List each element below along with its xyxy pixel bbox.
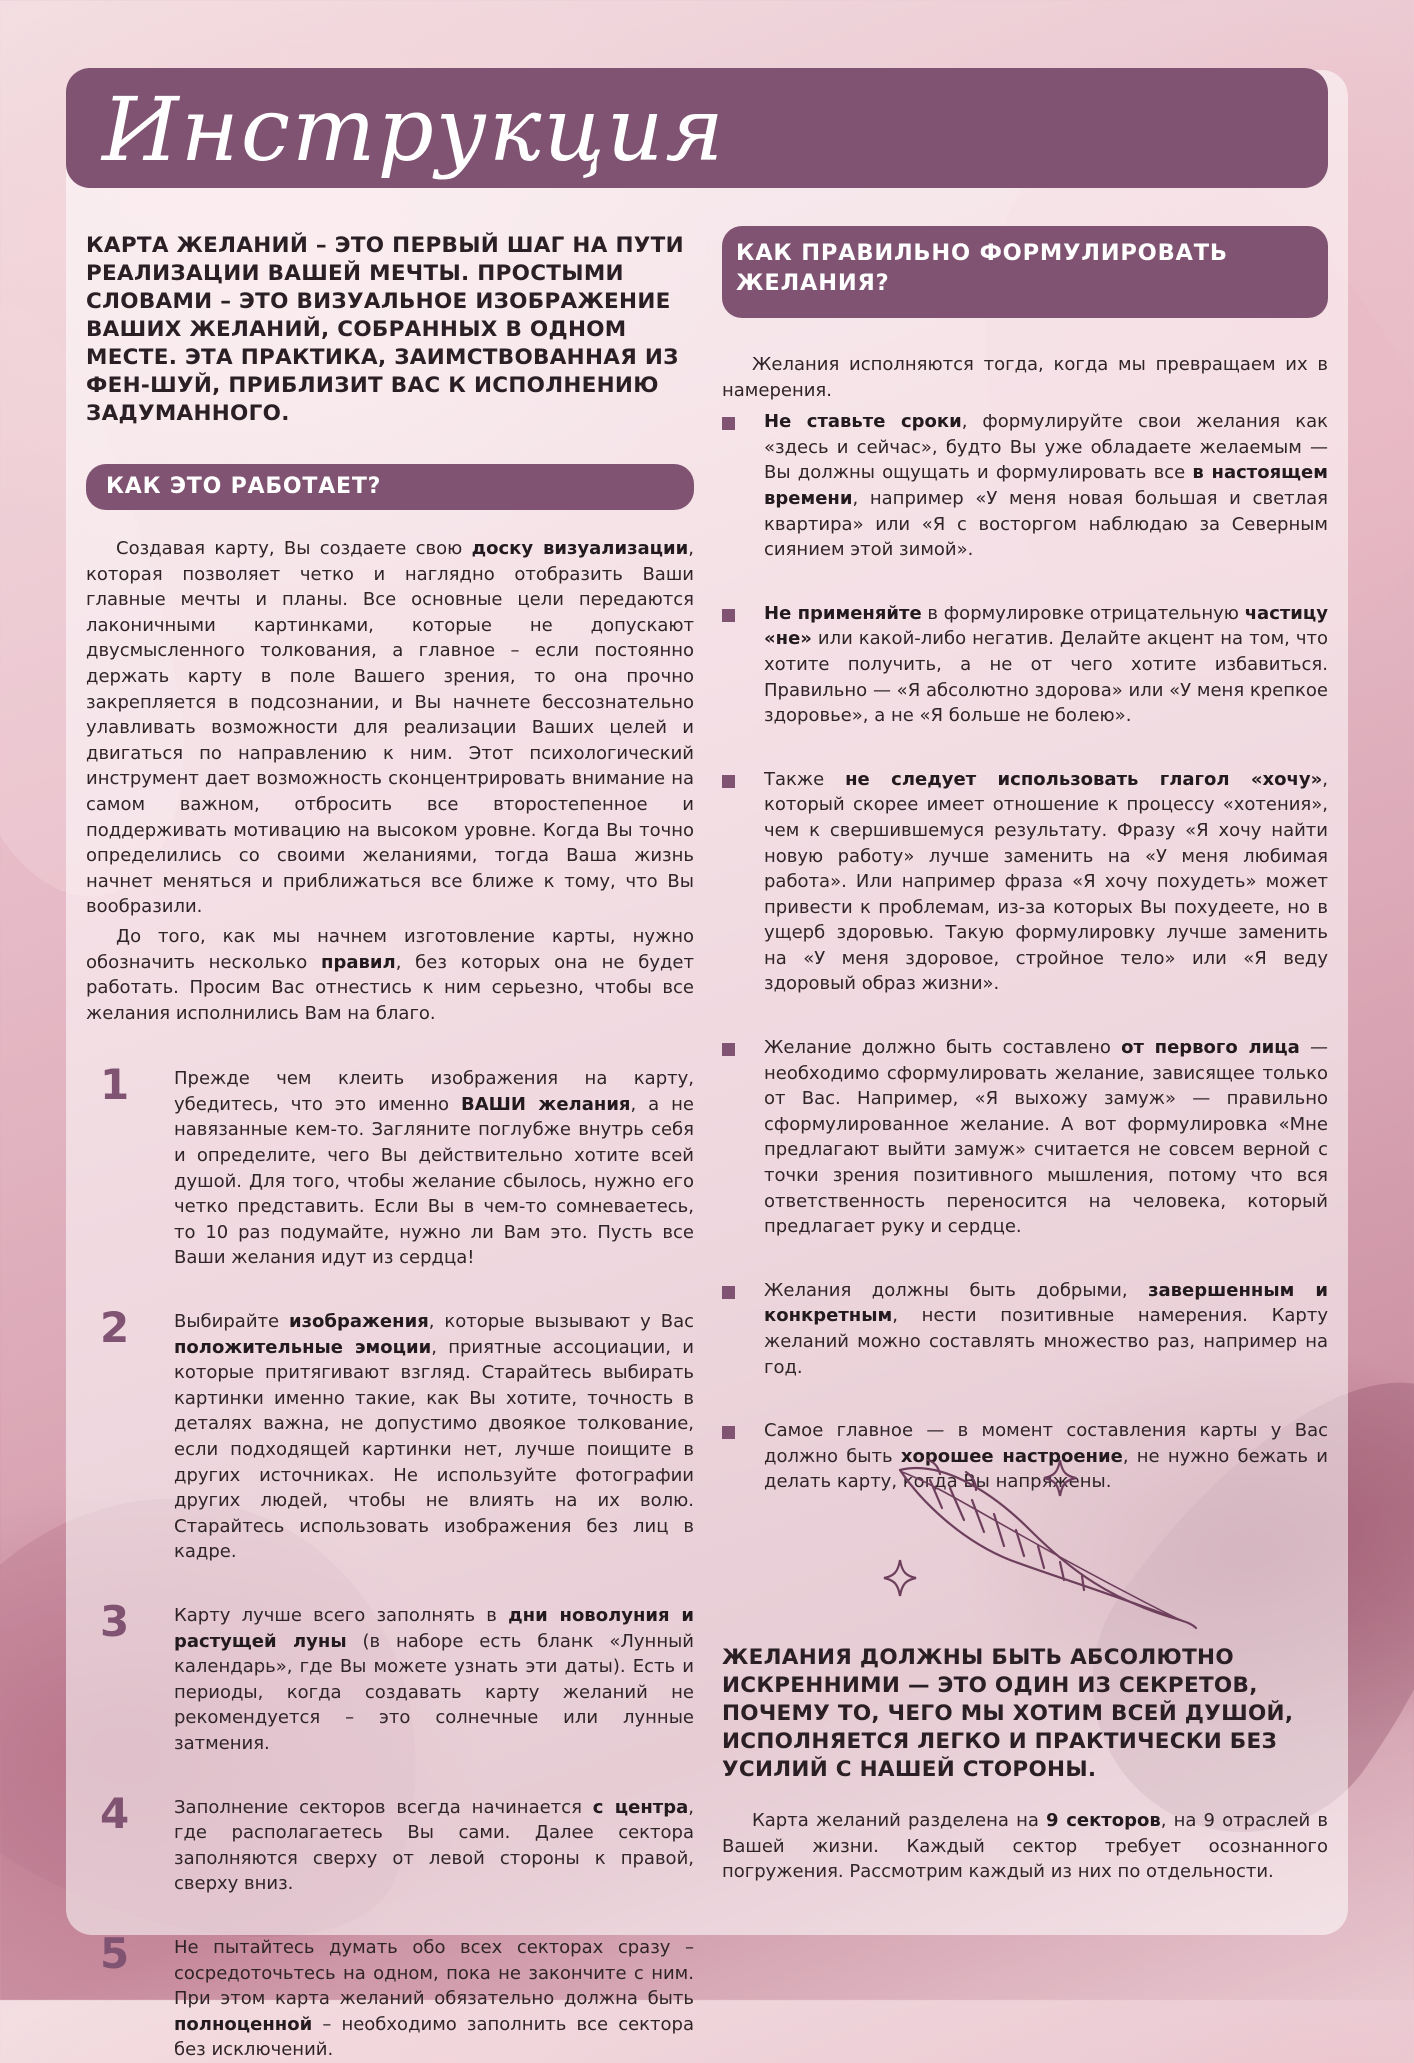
text-run: , которая позволяет четко и наглядно отобразить Ваши главные мечты и планы. Все основные цели передаются лаконичными картинками, которые не допускают двусмысленного толкования, а главное – если постоянно держать карту в поле Вашего зрения, то она прочно закрепляется в подсознании, и Вы начнете бессознательно улавливать возможности для реализации Ваших целей и двигаться по направлению к ним. Этот психологический инструмент дает возможность сконцентрировать внимание на самом важном, отбросить все второстепенное и поддерживать мотивацию на высоком уровне. Когда Вы точно определились со своими желаниями, тогда Ваша жизнь начнет меняться и приближаться все ближе к тому, что Вы вообразили. [86, 538, 694, 918]
emphasis-text: доску визуализации [471, 538, 689, 559]
text-run: Желания должны быть добрыми, [764, 1279, 1149, 1301]
bullet-text [764, 1035, 1328, 1240]
text-run: Самое главное — в момент составления карты у Вас должно быть [764, 1420, 1328, 1467]
feather-icon [880, 1450, 1200, 1630]
formulate-intro: Желания исполняются тогда, когда мы превращаем их в намерения. [722, 354, 1328, 401]
emphasis-text: хорошее настроение [900, 1445, 1123, 1467]
formulate-bullets [722, 409, 1328, 1495]
text-run: Прежде чем клеить изображения на карту, убедитесь, что это именно [174, 1068, 694, 1115]
emphasis-text: ВАШИ желания [460, 1093, 631, 1115]
text-run: , а не навязанные кем-то. Загляните поглубже внутрь себя и определите, чего Вы действительно хотите всей душой. Для того, чтобы желание сбылось, нужно его четко представить. Если Вы в чем-то сомневаетесь, то 10 раз подумайте, нужно ли Вам это. Пусть все Ваши желания идут из сердца! [174, 1093, 694, 1269]
emphasis-text: в настоящем времени [764, 462, 1328, 509]
bullet-text [764, 601, 1328, 729]
closing-paragraph-text [722, 1808, 1328, 1885]
text-run: — необходимо сформулировать желание, зависящее только от Вас. Например, «Я выхожу замуж» — правильно сформулированное желание. А вот формулировка «Мне предлагают выйти замуж» считается не совсем верной с точки зрения позитивного мышления, потому что вся ответственность переносится на человека, который предлагает руку и сердце. [764, 1037, 1328, 1238]
text-run: До того, как мы начнем изготовление карты, нужно обозначить несколько [86, 925, 694, 973]
sparkle-icon [1044, 1460, 1076, 1496]
rule-number: 3 [100, 1596, 130, 1646]
text-run: , нести позитивные намерения. Карту желаний можно составлять множество раз, например на год. [764, 1305, 1328, 1378]
text-run: , формулируйте свои желания как «здесь и сейчас», будто Вы уже обладаете желаемым — Вы должны ощущать и формулировать все [764, 411, 1328, 484]
how-it-works-heading: КАК ЭТО РАБОТАЕТ? [86, 464, 694, 510]
bullet-text [764, 1278, 1328, 1380]
text-run: Карта желаний разделена на [752, 1810, 1046, 1831]
text-run: – необходимо заполнить все сектора без исключений. [174, 2013, 694, 2061]
text-run: , без которых она не будет работать. Просим Вас отнестись к ним серьезно, чтобы все желания исполнились Вам на благо. [86, 951, 694, 1024]
text-run: , который скорее имеет отношение к процессу «хотения», чем к свершившемуся результату. Фразу «Я хочу найти новую работу» лучше заменить на «У меня любимая работа». Или например фраза «Я хочу похудеть» может привести к проблемам, из-за которых Вы похудеете, но в ущерб здоровью. Такую формулировку лучше заменить на «У меня здоровое, стройное тело» или «Я веду здоровый образ жизни». [764, 768, 1328, 995]
text-run: , которые вызывают у Вас [428, 1311, 694, 1333]
how-it-works-paragraph-2 [86, 924, 694, 1026]
emphasis-text: частицу «не» [764, 602, 1328, 650]
rule-number: 2 [100, 1303, 130, 1353]
rule-number: 4 [100, 1788, 130, 1838]
bullet-item [722, 1278, 1328, 1380]
square-bullet-icon [722, 609, 735, 622]
rule-item [86, 1788, 694, 1897]
rule-text [174, 1935, 694, 2063]
text-run: Выбирайте [174, 1311, 289, 1333]
text-run: , не нужно бежать и делать карту, когда Вы напряжены. [764, 1445, 1328, 1493]
emphasis-text: правил [321, 951, 396, 973]
text-run: Карту лучше всего заполнять в [174, 1604, 509, 1626]
emphasis-text: не следует использовать глагол «хочу» [845, 768, 1323, 790]
text-run: , например «У меня новая большая и светлая квартира» или «Я с восторгом наблюдаю за Северным сиянием этой зимой». [764, 487, 1328, 561]
rule-item [86, 1596, 695, 1757]
square-bullet-icon [722, 417, 735, 430]
text-run: Заполнение секторов всегда начинается [174, 1796, 593, 1818]
rule-text [174, 1795, 694, 1897]
title-banner [66, 68, 1328, 188]
rule-item [86, 1060, 694, 1271]
closing-lead [722, 1640, 1328, 1784]
bullet-item [722, 767, 1328, 997]
bullet-item [722, 409, 1328, 563]
text-run: в формулировке отрицательную [921, 602, 1245, 624]
emphasis-text: положительные эмоции [174, 1336, 432, 1358]
emphasis-text: полноценной [174, 2013, 313, 2035]
text-run: Не пытайтесь думать обо всех секторах сразу – сосредоточьтесь на одном, пока не закончите с ним. При этом карта желаний обязательно должна быть [174, 1936, 694, 2010]
text-run: Создавая карту, Вы создаете свою [116, 538, 472, 559]
text-run: , на 9 отраслей в Вашей жизни. Каждый сектор требует осознанного погружения. Рассмотрим каждый из них по отдельности. [722, 1810, 1328, 1883]
square-bullet-icon [722, 1426, 735, 1439]
left-column [86, 228, 694, 2063]
rule-text [174, 1309, 694, 1565]
bullet-item [722, 601, 1328, 729]
square-bullet-icon [722, 1286, 735, 1299]
bullet-text [764, 409, 1328, 563]
bullet-item [722, 1035, 1328, 1240]
rule-number: 1 [100, 1060, 130, 1110]
emphasis-text: 9 секторов [1046, 1810, 1161, 1831]
rules-list [86, 1060, 695, 2063]
bullet-text [764, 767, 1328, 997]
page-title: Инструкция [102, 78, 726, 181]
rule-item [86, 1928, 694, 2063]
square-bullet-icon [722, 775, 735, 788]
emphasis-text: Не ставьте сроки [764, 411, 962, 433]
lead-text: КАРТА ЖЕЛАНИЙ – ЭТО ПЕРВЫЙ ШАГ НА ПУТИ РЕАЛИЗАЦИИ ВАШЕЙ МЕЧТЫ. ПРОСТЫМИ СЛОВАМИ – ЭТО ВИЗУАЛЬНОЕ ИЗОБРАЖЕНИЕ ВАШИХ ЖЕЛАНИЙ, СОБРАННЫХ В ОДНОМ МЕСТЕ. ЭТА ПРАКТИКА, ЗАИМСТВОВАННАЯ ИЗ ФЕН-ШУЙ, ПРИБЛИЗИТ ВАС К ИСПОЛНЕНИЮ ЗАДУМАННОГО. [86, 233, 684, 426]
rule-text [174, 1603, 694, 1757]
closing-lead-text: ЖЕЛАНИЯ ДОЛЖНЫ БЫТЬ АБСОЛЮТНО ИСКРЕННИМИ — ЭТО ОДИН ИЗ СЕКРЕТОВ, ПОЧЕМУ ТО, ЧЕГО МЫ ХОТИМ ВСЕЙ ДУШОЙ, ИСПОЛНЯЕТСЯ ЛЕГКО И ПРАКТИЧЕСКИ БЕЗ УСИЛИЙ С НАШЕЙ СТОРОНЫ. [722, 1645, 1294, 1782]
text-run: или какой-либо негатив. Делайте акцент на том, что хотите получить, а не от чего хотите избавиться. Правильно — «Я абсолютно здорова» или «У меня крепкое здоровье», а не «Я больше не болею». [764, 628, 1328, 727]
rule-number: 5 [100, 1928, 130, 1978]
text-run: (в наборе есть бланк «Лунный календарь», где Вы можете узнать эти даты). Есть и периоды, когда создавать карту желаний не рекомендуется – это солнечные или лунные затмения. [174, 1630, 695, 1754]
text-run: Также [764, 768, 846, 790]
emphasis-text: Не применяйте [764, 602, 922, 624]
formulate-heading: КАК ПРАВИЛЬНО ФОРМУЛИРОВАТЬ ЖЕЛАНИЯ? [722, 226, 1328, 318]
text-run: , где располагаетесь Вы сами. Далее сектора заполняются сверху от левой стороны к правой, сверху вниз. [174, 1796, 694, 1895]
emphasis-text: с центра [592, 1796, 689, 1818]
emphasis-text: изображения [288, 1311, 429, 1333]
closing-paragraph [722, 1808, 1328, 1885]
text-run: Желание должно быть составлено [764, 1037, 1122, 1059]
rule-text [174, 1066, 694, 1271]
emphasis-text: завершенным и конкретным [764, 1279, 1328, 1327]
text-run: , приятные ассоциации, и которые притягивают взгляд. Старайтесь выбирать картинки именно такие, как Вы хотите, точность в деталях важна, не допустимо двоякое толкование, если подходящей картинки нет, лучше поищите в других источниках. Не используйте фотографии других людей, чтобы не влиять на их волю. Старайтесь использовать изображения без лиц в кадре. [174, 1336, 694, 1563]
square-bullet-icon [722, 1043, 735, 1056]
sparkle-icon [884, 1560, 916, 1596]
rule-item [86, 1303, 694, 1565]
emphasis-text: от первого лица [1121, 1037, 1300, 1059]
emphasis-text: дни новолуния и растущей луны [174, 1604, 694, 1652]
how-it-works-paragraph-1 [86, 536, 694, 920]
right-column [722, 228, 1328, 1495]
